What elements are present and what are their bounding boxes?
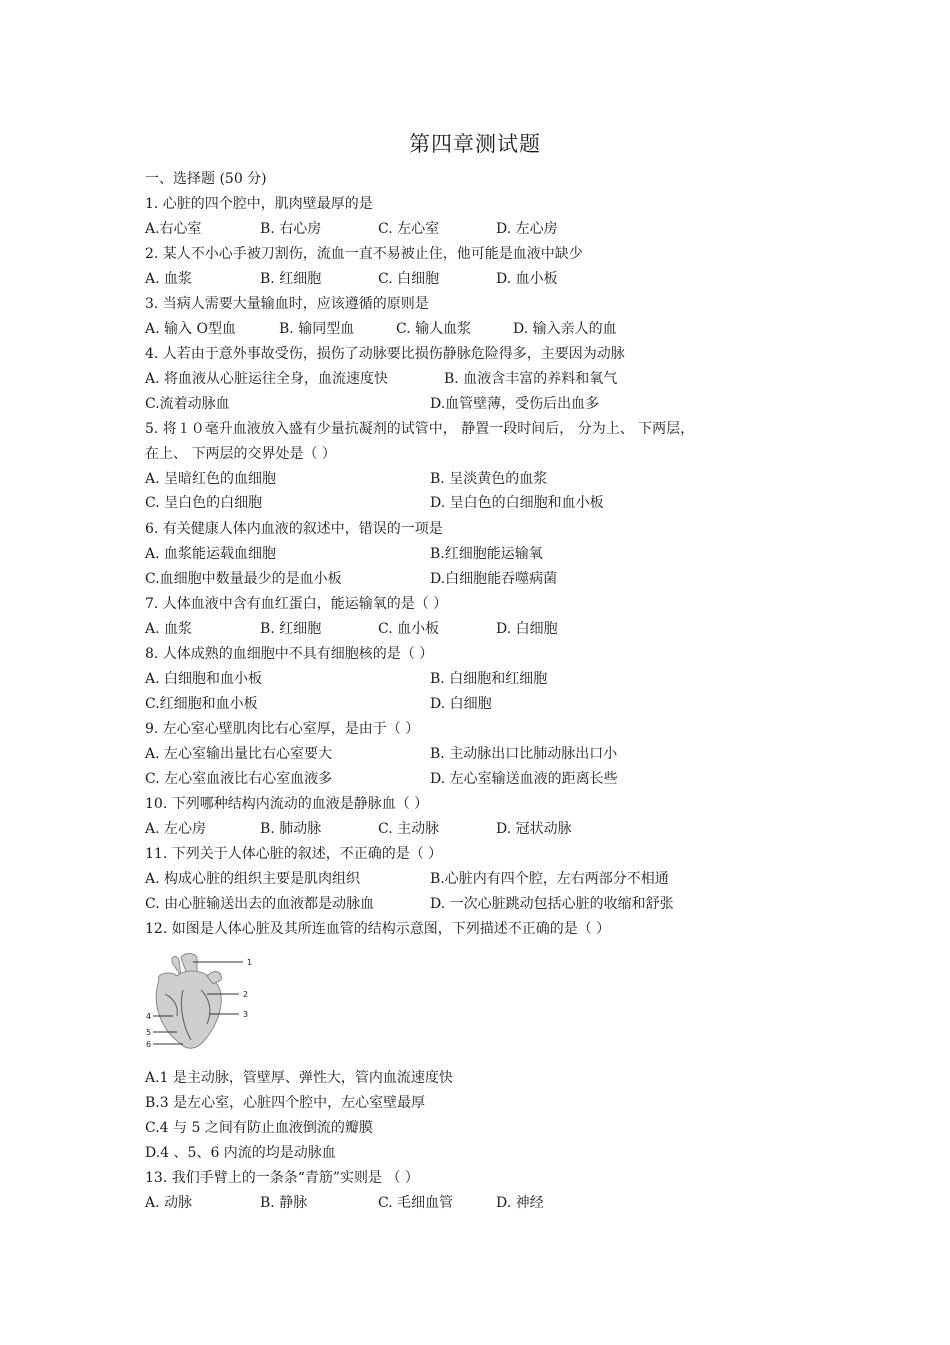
question-stem: 5. 将１０毫升血液放入盛有少量抗凝剂的试管中， 静置一段时间后， 分为上、 下两层， bbox=[145, 421, 695, 437]
option-b: B. 静脉 bbox=[260, 1195, 308, 1211]
option-a: A. 动脉 bbox=[145, 1195, 193, 1211]
question-stem: 13. 我们手臂上的一条条“青筋”实则是 （ ） bbox=[145, 1170, 419, 1186]
option-b: B.红细胞能运输氧 bbox=[430, 546, 543, 562]
option-d: D. 一次心脏跳动包括心脏的收缩和舒张 bbox=[430, 896, 674, 912]
option-c: C. 由心脏输送出去的血液都是动脉血 bbox=[145, 896, 375, 912]
question-stem: 7. 人体血液中含有血红蛋白，能运输氧的是（ ） bbox=[145, 596, 448, 612]
option-b: B. 右心房 bbox=[260, 221, 322, 237]
option-c: C. 白细胞 bbox=[378, 271, 440, 287]
option-d: D.白细胞能吞噬病菌 bbox=[430, 571, 558, 587]
option-c: C. 输人血浆 bbox=[396, 321, 472, 337]
figure-label-1: 1 bbox=[247, 958, 253, 967]
figure-label-6: 6 bbox=[146, 1040, 152, 1049]
option-d: D. 左心室输送血液的距离长些 bbox=[430, 771, 618, 787]
option-d: D. 输入亲人的血 bbox=[513, 321, 617, 337]
option-b: B. 血液含丰富的养料和氧气 bbox=[444, 371, 618, 387]
question-stem: 12. 如图是人体心脏及其所连血管的结构示意图，下列描述不正确的是（ ） bbox=[145, 921, 611, 937]
option-c: C. 左心室血液比右心室血液多 bbox=[145, 771, 333, 787]
option-b: B.心脏内有四个腔，左右两部分不相通 bbox=[430, 871, 669, 887]
section-heading: 一、选择题 (50 分) bbox=[145, 171, 267, 187]
option-a: A. 将血液从心脏运往全身，血流速度快 bbox=[145, 371, 389, 387]
option-a: A.右心室 bbox=[145, 221, 202, 237]
option-b: B. 肺动脉 bbox=[260, 821, 322, 837]
option-d: D. 冠状动脉 bbox=[496, 821, 572, 837]
option-b: B. 呈淡黄色的血浆 bbox=[430, 471, 548, 487]
option-a: A.1 是主动脉，管壁厚、弹性大，管内血流速度快 bbox=[145, 1070, 453, 1086]
question-stem: 1. 心脏的四个腔中，肌肉壁最厚的是 bbox=[145, 196, 373, 212]
option-c: C. 呈白色的白细胞 bbox=[145, 495, 263, 511]
option-d: D. 左心房 bbox=[496, 221, 558, 237]
question-stem: 10. 下列哪种结构内流动的血液是静脉血（ ） bbox=[145, 796, 429, 812]
option-d: D. 神经 bbox=[496, 1195, 544, 1211]
option-c: C. 左心室 bbox=[378, 221, 440, 237]
question-stem: 2. 某人不小心手被刀割伤，流血一直不易被止住，他可能是血液中缺少 bbox=[145, 246, 583, 262]
question-stem: 11. 下列关于人体心脏的叙述，不正确的是（ ） bbox=[145, 846, 443, 862]
option-d: D. 白细胞 bbox=[430, 696, 492, 712]
question-stem: 6. 有关健康人体内血液的叙述中，错误的一项是 bbox=[145, 521, 443, 537]
figure-label-3: 3 bbox=[243, 1010, 249, 1019]
question-stem: 3. 当病人需要大量输血时，应该遵循的原则是 bbox=[145, 296, 429, 312]
option-d: D. 白细胞 bbox=[496, 621, 558, 637]
figure-label-5: 5 bbox=[146, 1028, 152, 1037]
question-stem: 4. 人若由于意外事故受伤，损伤了动脉要比损伤静脉危险得多，主要因为动脉 bbox=[145, 346, 625, 362]
option-a: A. 血浆能运载血细胞 bbox=[145, 546, 277, 562]
option-a: A. 血浆 bbox=[145, 621, 193, 637]
question-stem-continued: 在上、 下两层的交界处是（ ） bbox=[145, 446, 336, 462]
option-c: C.血细胞中数量最少的是血小板 bbox=[145, 571, 342, 587]
option-c: C.流着动脉血 bbox=[145, 396, 230, 412]
question-stem: 8. 人体成熟的血细胞中不具有细胞核的是（ ） bbox=[145, 646, 434, 662]
option-c: C.红细胞和血小板 bbox=[145, 696, 258, 712]
option-a: A. 白细胞和血小板 bbox=[145, 671, 263, 687]
option-a: A. 构成心脏的组织主要是肌肉组织 bbox=[145, 871, 361, 887]
option-a: A. 呈暗红色的血细胞 bbox=[145, 471, 277, 487]
option-b: B. 主动脉出口比肺动脉出口小 bbox=[430, 746, 618, 762]
option-d: D. 血小板 bbox=[496, 271, 558, 287]
option-c: C. 毛细血管 bbox=[378, 1195, 454, 1211]
option-a: A. 输入 O型血 bbox=[145, 321, 236, 337]
option-a: A. 左心房 bbox=[145, 821, 207, 837]
option-c: C.4 与 5 之间有防止血液倒流的瓣膜 bbox=[145, 1120, 373, 1136]
option-d: D. 呈白色的白细胞和血小板 bbox=[430, 495, 604, 511]
option-c: C. 血小板 bbox=[378, 621, 440, 637]
vessel-shape bbox=[172, 957, 181, 976]
question-stem: 9. 左心室心壁肌肉比右心室厚，是由于（ ） bbox=[145, 721, 420, 737]
option-b: B. 白细胞和红细胞 bbox=[430, 671, 548, 687]
option-c: C. 主动脉 bbox=[378, 821, 440, 837]
heart-diagram bbox=[143, 950, 263, 1055]
figure-label-4: 4 bbox=[146, 1012, 152, 1021]
option-b: B.3 是左心室，心脏四个腔中，左心室壁最厚 bbox=[145, 1095, 426, 1111]
option-a: A. 左心室输出量比右心室要大 bbox=[145, 746, 333, 762]
page-title: 第四章测试题 bbox=[409, 132, 541, 156]
option-d: D.4 、5、6 内流的均是动脉血 bbox=[145, 1145, 336, 1161]
option-b: B. 红细胞 bbox=[260, 621, 322, 637]
option-d: D.血管壁薄，受伤后出血多 bbox=[430, 396, 600, 412]
option-b: B. 输同型血 bbox=[279, 321, 355, 337]
option-b: B. 红细胞 bbox=[260, 271, 322, 287]
option-a: A. 血浆 bbox=[145, 271, 193, 287]
figure-label-2: 2 bbox=[243, 990, 249, 999]
